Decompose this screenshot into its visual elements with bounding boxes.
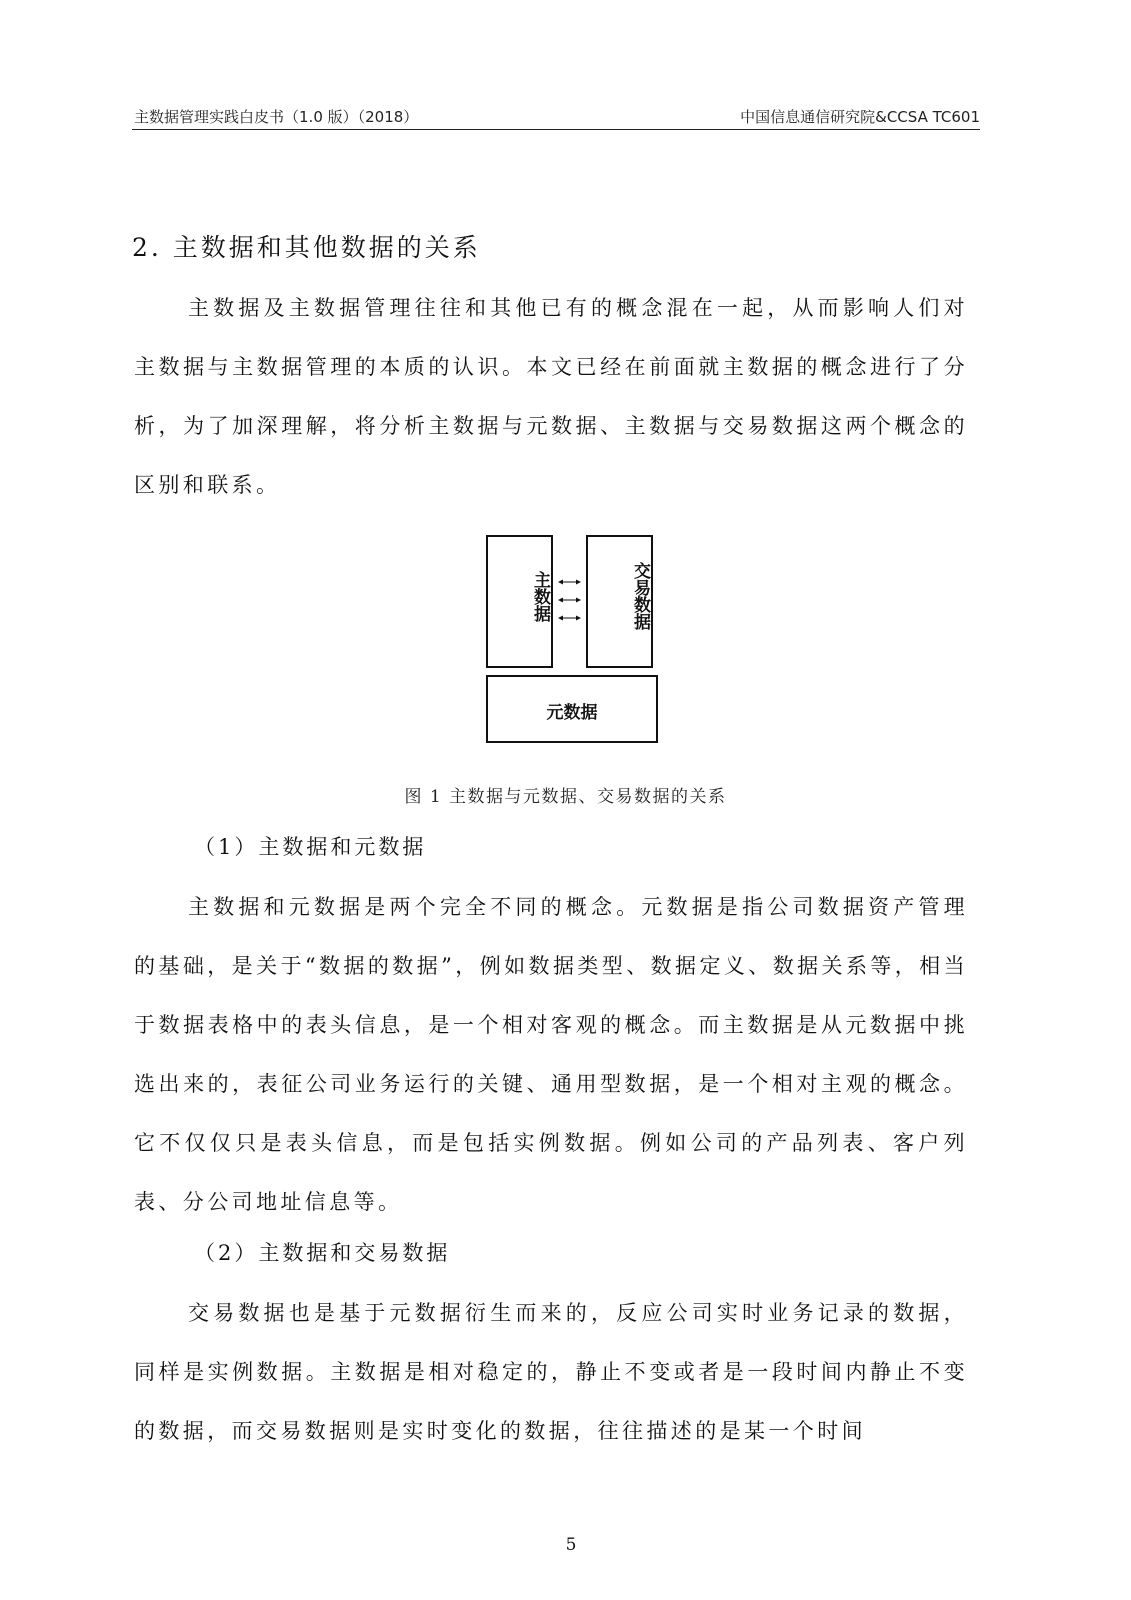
metadata-label: 元数据 xyxy=(546,703,598,723)
header-document-title: 主数据管理实践白皮书（1.0 版）（2018） xyxy=(134,108,419,126)
subsection-body-transaction: 交易数据也是基于元数据衍生而来的，反应公司实时业务记录的数据，同样是实例数据。主数据是相对稳定的，静止不变或者是一段时间内静止不变的数据，而交易数据则是实时变化的数据，往往描述的是某一个时间 xyxy=(134,1301,968,1443)
subsection-body-metadata: 主数据和元数据是两个完全不同的概念。元数据是指公司数据资产管理的基础，是关于“数据的数据”，例如数据类型、数据定义、数据关系等，相当于数据表格中的表头信息，是一个相对客观的概念。而主数据是从元数据中挑选出来的，表征公司业务运行的关键、通用型数据，是一个相对主观的概念。它不仅仅只是表头信息，而是包括实例数据。例如公司的产品列表、客户列表、分公司地址信息等。 xyxy=(134,895,968,1214)
subsection-heading-transaction: （2）主数据和交易数据 xyxy=(194,1241,451,1265)
page-header xyxy=(132,106,980,130)
transaction-data-label: 交易数据 xyxy=(630,562,650,630)
transaction-data-box xyxy=(586,535,653,668)
header-organization: 中国信息通信研究院&CCSA TC601 xyxy=(740,108,980,126)
section-title: 2. 主数据和其他数据的关系 xyxy=(132,233,481,262)
intro-paragraph: 主数据及主数据管理往往和其他已有的概念混在一起，从而影响人们对主数据与主数据管理的本质的认识。本文已经在前面就主数据的概念进行了分析，为了加深理解，将分析主数据与元数据、主数据与交易数据这两个概念的区别和联系。 xyxy=(134,296,968,497)
master-data-box xyxy=(486,535,553,668)
page-number: 5 xyxy=(565,1535,577,1555)
subsection-heading-metadata: （1）主数据和元数据 xyxy=(194,835,427,859)
master-data-label: 主数据 xyxy=(530,571,550,622)
header-divider xyxy=(132,129,980,130)
bidirectional-arrows-icon xyxy=(553,570,586,630)
metadata-box xyxy=(486,675,658,743)
figure-caption: 图 1 主数据与元数据、交易数据的关系 xyxy=(404,787,727,807)
